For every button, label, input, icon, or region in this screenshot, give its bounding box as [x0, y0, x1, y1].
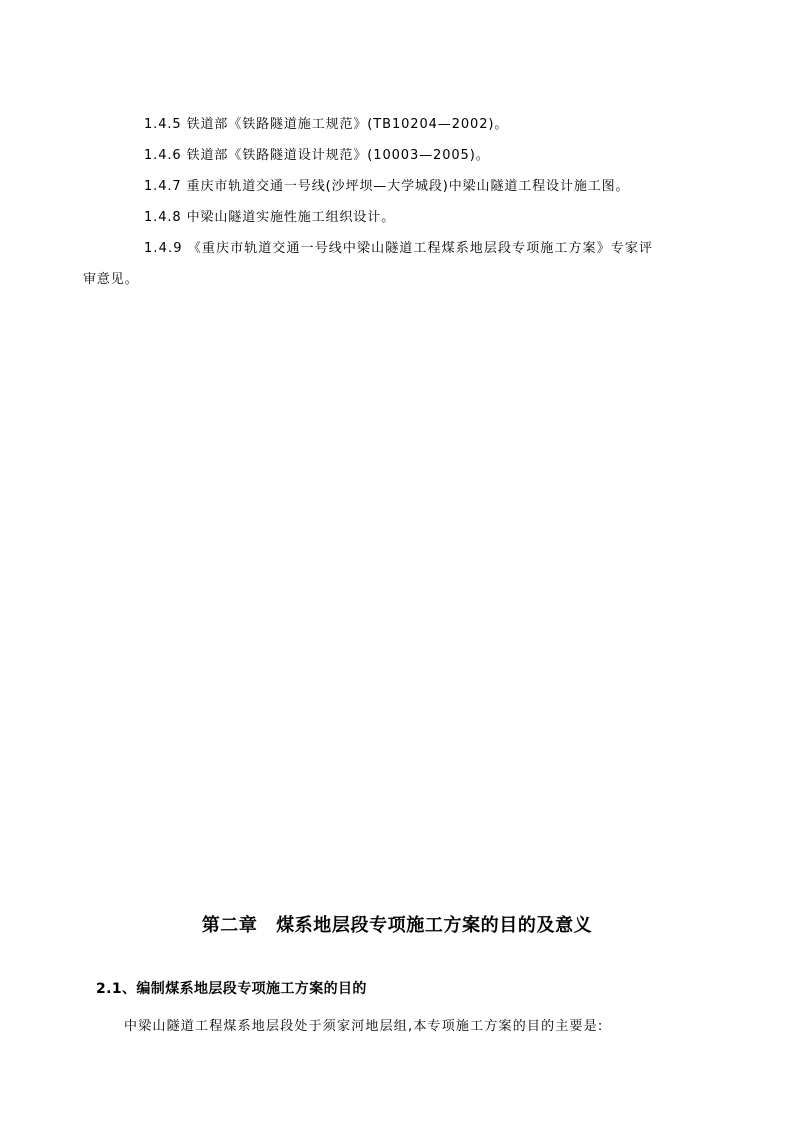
- section-heading: 2.1、编制煤系地层段专项施工方案的目的: [96, 981, 367, 997]
- reference-item: 1.4.5 铁道部《铁路隧道施工规范》(TB10204—2002)。: [144, 117, 509, 132]
- body-paragraph: 中梁山隧道工程煤系地层段处于须家河地层组,本专项施工方案的目的主要是:: [124, 1019, 604, 1034]
- reference-item: 1.4.7 重庆市轨道交通一号线(沙坪坝—大学城段)中梁山隧道工程设计施工图。: [144, 179, 630, 194]
- chapter-title: 第二章 煤系地层段专项施工方案的目的及意义: [201, 915, 593, 936]
- reference-item-continuation: 审意见。: [83, 272, 139, 287]
- reference-item: 1.4.6 铁道部《铁路隧道设计规范》(10003—2005)。: [144, 148, 490, 163]
- reference-item: 1.4.9 《重庆市轨道交通一号线中梁山隧道工程煤系地层段专项施工方案》专家评: [144, 241, 654, 256]
- reference-item: 1.4.8 中梁山隧道实施性施工组织设计。: [144, 210, 396, 225]
